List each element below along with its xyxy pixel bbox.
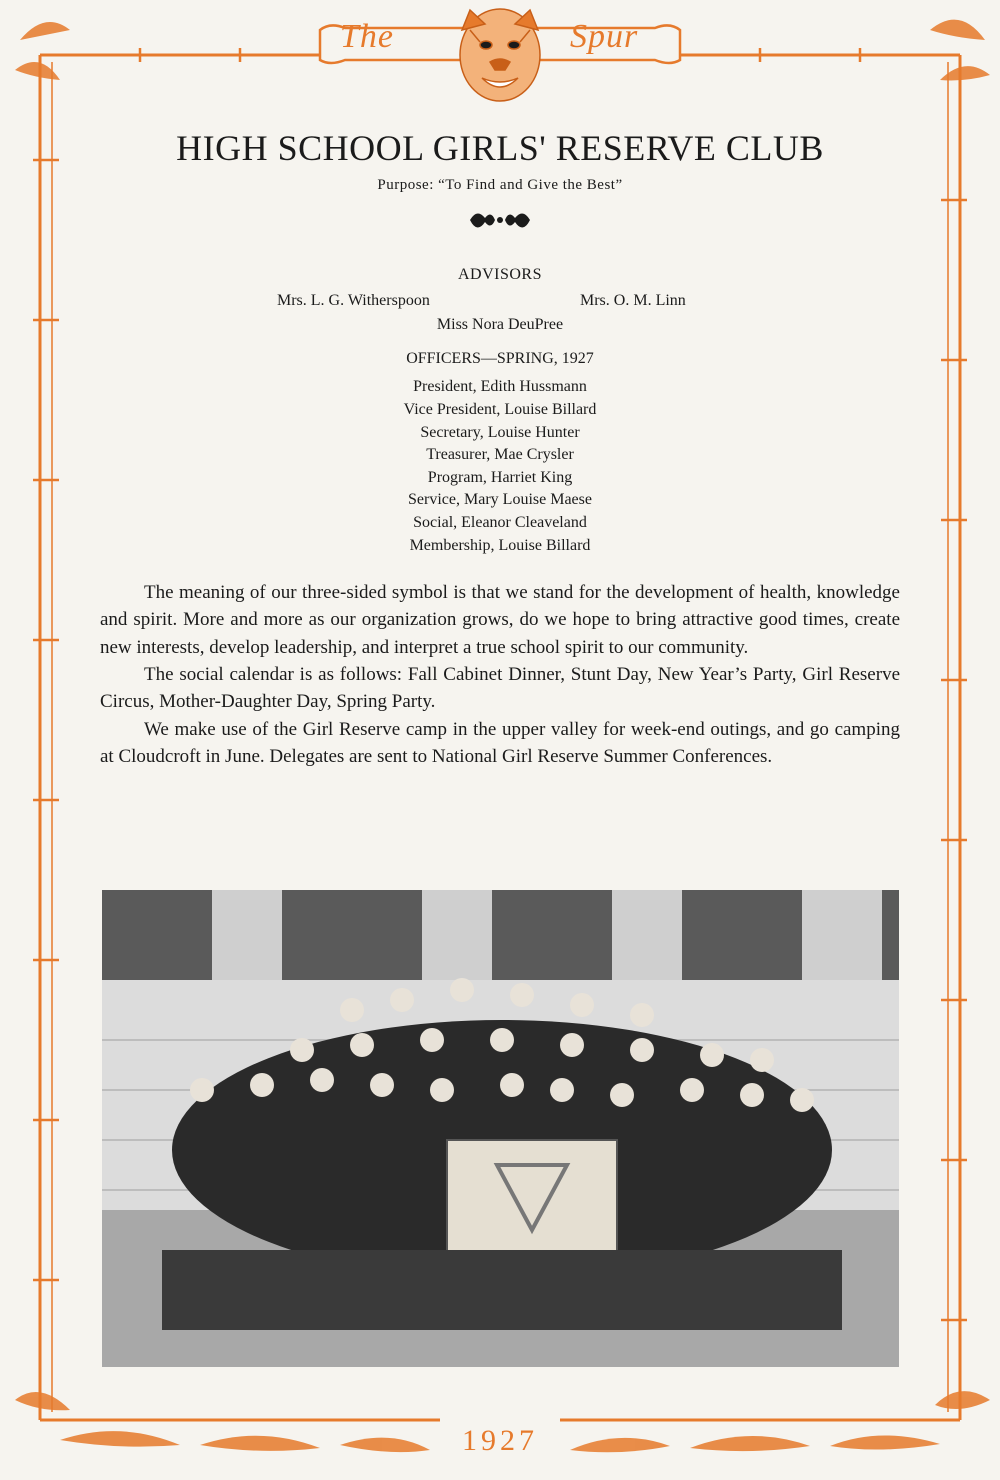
fleuron-ornament-icon [100, 206, 900, 240]
officer-item: Vice President, Louise Billard [403, 400, 597, 418]
officer-item: Secretary, Louise Hunter [420, 423, 580, 441]
officer-item: Service, Mary Louise Maese [408, 491, 592, 509]
purpose-line: Purpose: “To Find and Give the Best” [377, 177, 623, 194]
officers-heading: OFFICERS—SPRING, 1927 [406, 350, 594, 368]
footer-year: 1927 [462, 1424, 538, 1457]
tiger-head-icon [460, 9, 540, 101]
banner-left-word: The [340, 18, 394, 55]
advisors-heading: ADVISORS [457, 266, 542, 284]
banner-right-word: Spur [570, 18, 639, 55]
officer-item: Membership, Louise Billard [409, 536, 591, 554]
body-text [100, 579, 900, 770]
advisor-name: Mrs. O. M. Linn [580, 292, 686, 310]
page-title: HIGH SCHOOL GIRLS' RESERVE CLUB [176, 128, 824, 168]
officer-item: Program, Harriet King [427, 468, 573, 486]
advisor-name: Mrs. L. G. Witherspoon [277, 292, 430, 310]
officers-list [100, 376, 900, 557]
paragraph: The meaning of our three-sided symbol is that we stand for the development of health, knowledge and spirit. More and more as our organization grows, do we hope to bring attractive good times, create new interests, develop leadership, and interpret a true school spirit to our community. [100, 582, 900, 658]
main-content [100, 128, 900, 770]
officer-item: President, Edith Hussmann [413, 378, 587, 396]
paragraph: We make use of the Girl Reserve camp in the upper valley for week-end outings, and go camping at Cloudcroft in June. Delegates are sent to National Girl Reserve Summer Conferences. [100, 718, 900, 767]
officer-item: Treasurer, Mae Crysler [426, 446, 574, 464]
group-photo [102, 890, 899, 1367]
advisor-name: Miss Nora DeuPree [436, 316, 564, 334]
officer-item: Social, Eleanor Cleaveland [413, 513, 587, 531]
paragraph: The social calendar is as follows: Fall Cabinet Dinner, Stunt Day, New Year’s Party, Girl Reserve Circus, Mother-Daughter Day, Spring Party. [100, 664, 900, 713]
advisor-row [100, 292, 900, 314]
